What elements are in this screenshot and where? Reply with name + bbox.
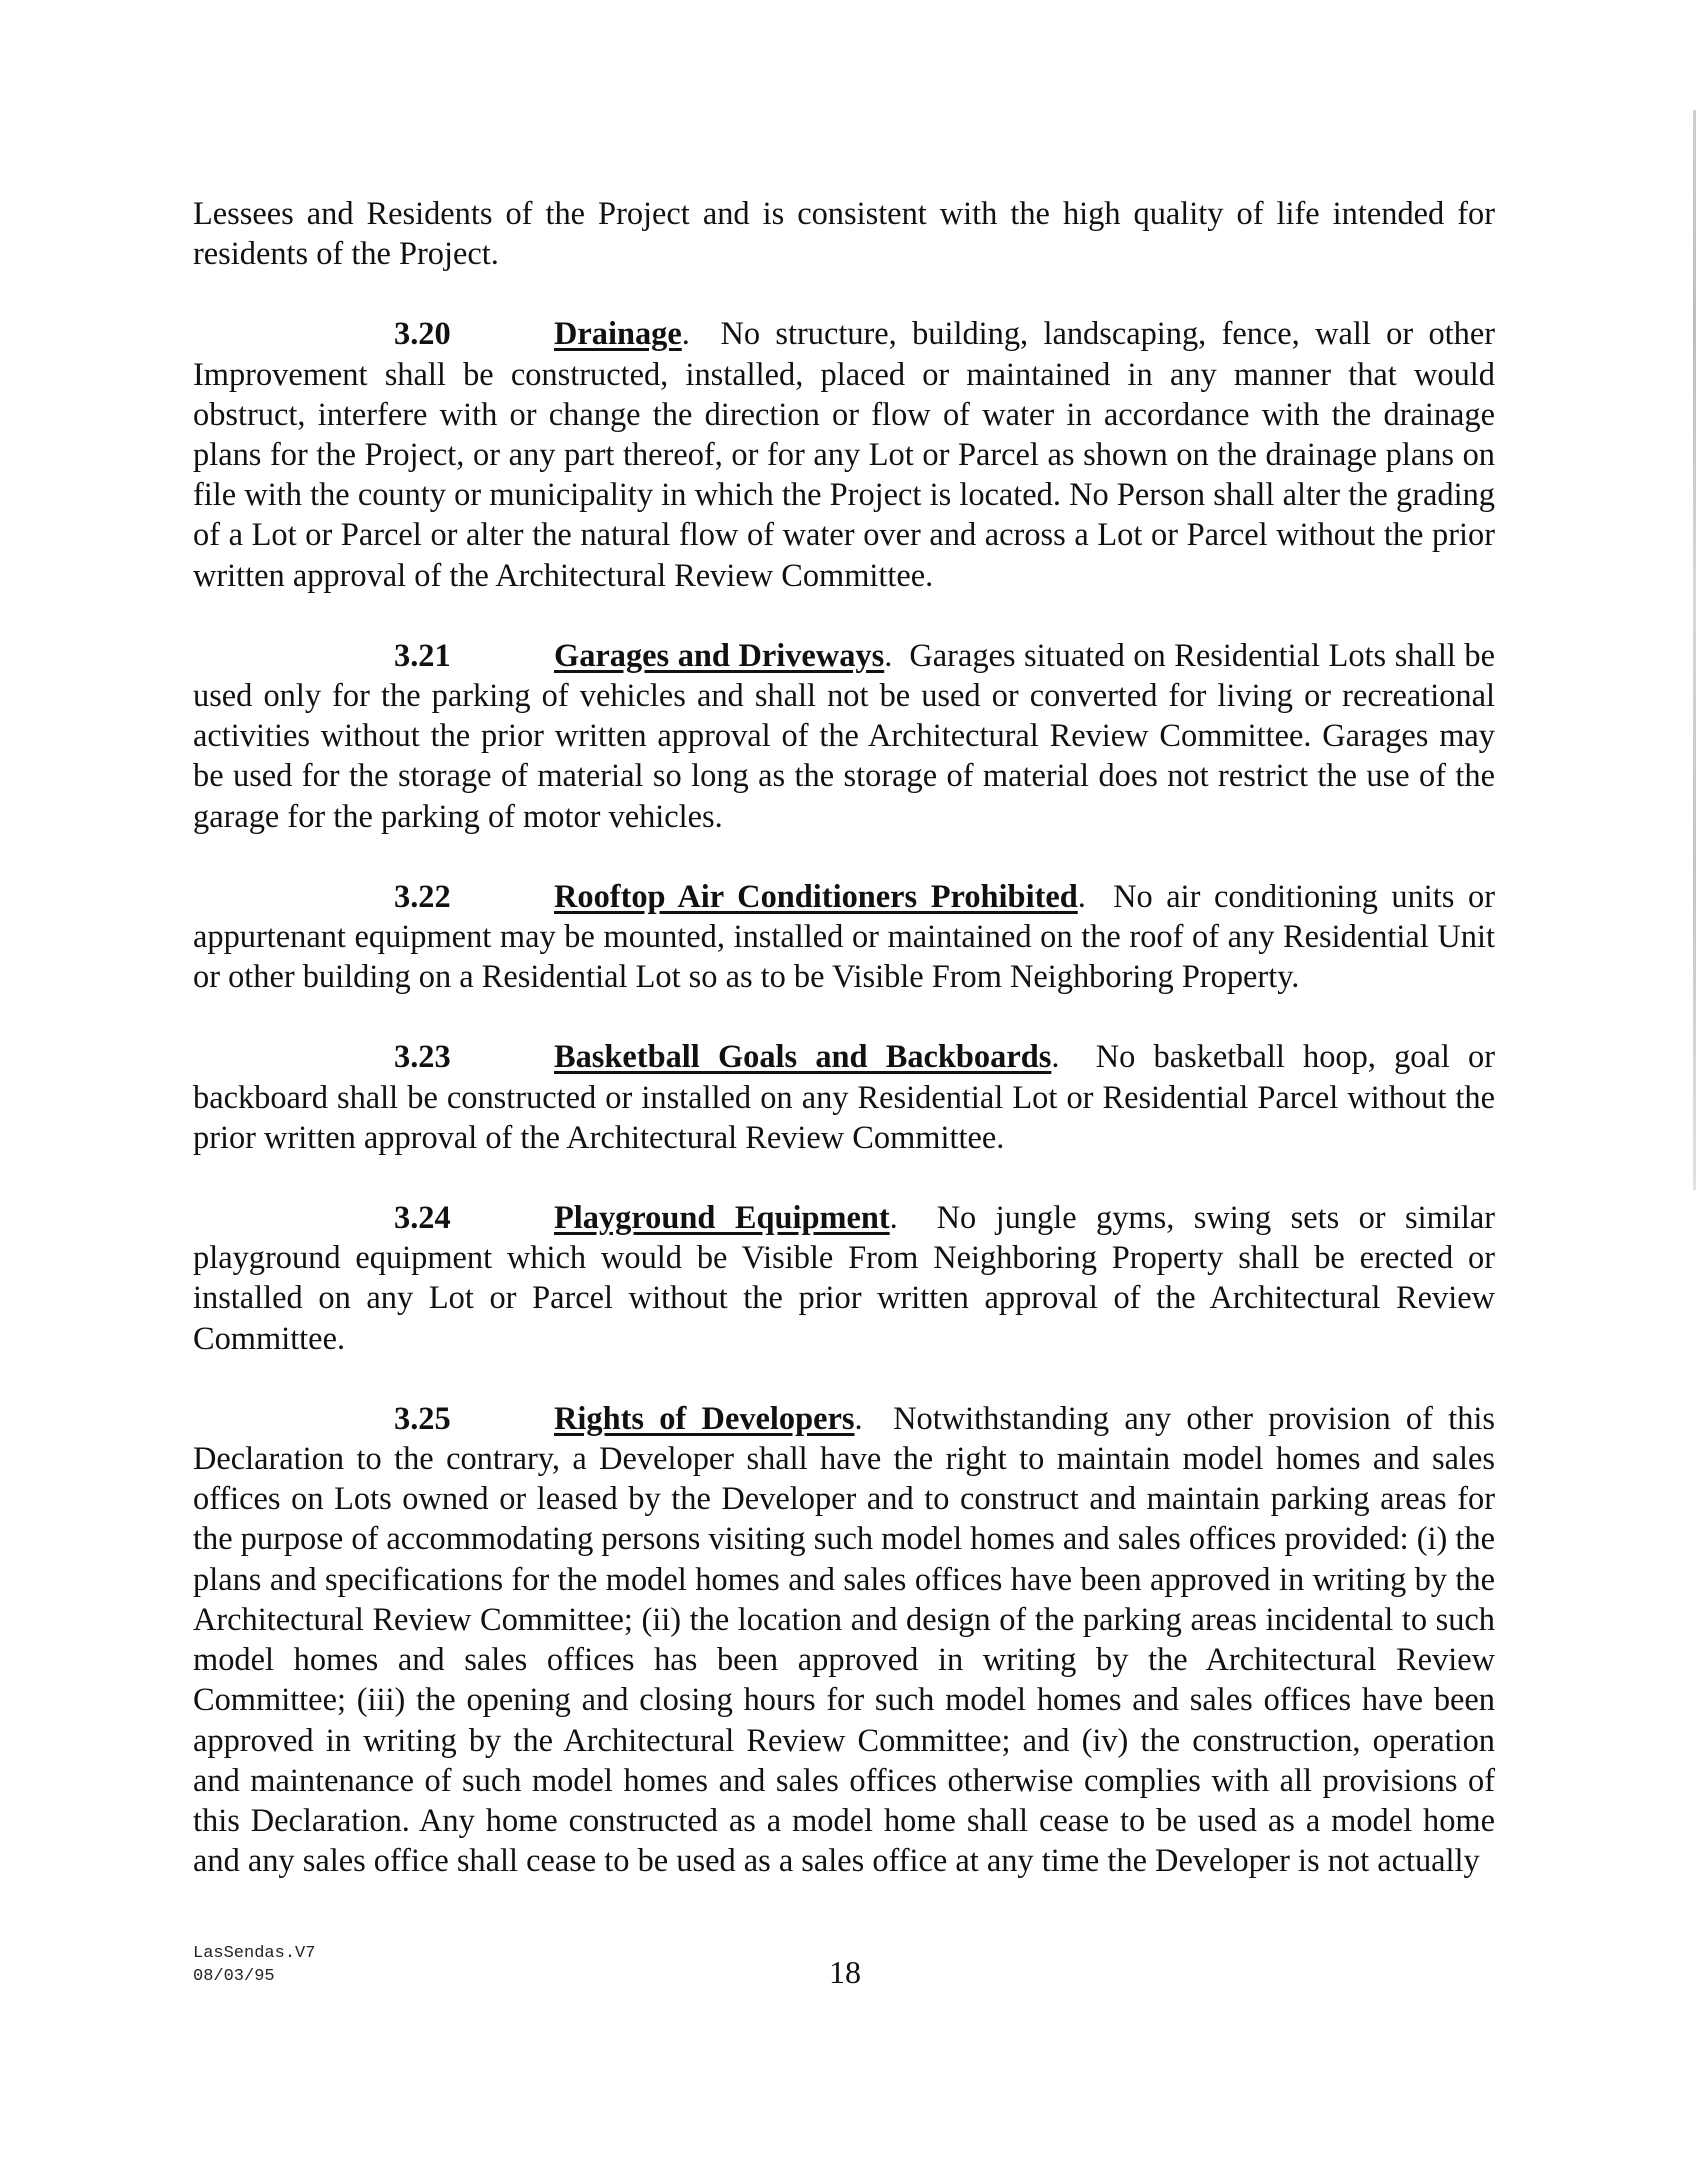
document-body (193, 194, 1495, 1881)
section-number: 3.20 (394, 316, 451, 353)
section-3-25: 3.25 Rights of Developers. Notwithstanding any other provision of this Declaration to the contrary, a Developer shall have the right to maintain model homes and sales offices on Lots owned or leased by the Developer and to construct and maintain parking areas for the purpose of accommodating persons visiting such model homes and sales offices provided: (i) the plans and specifications for the model homes and sales offices have been approved in writing by the Architectural Review Committee; (ii) the location and design of the parking areas incidental to such model homes and sales offices has been approved in writing by the Architectural Review Committee; (iii) the opening and closing hours for such model homes and sales offices have been approved in writing by the Architectural Review Committee; and (iv) the construction, operation and maintenance of such model homes and sales offices otherwise complies with all provisions of this Declaration. Any home constructed as a model home shall cease to be used as a model home and any sales office shall cease to be used as a sales office at any time the Developer is not actually (193, 1400, 1496, 1880)
section-number: 3.21 (394, 637, 451, 674)
footer-document-id (193, 1942, 315, 1988)
section-title: Basketball Goals and Backboards (554, 1039, 1052, 1076)
section-3-21: 3.21 Garages and Driveways. Garages situated on Residential Lots shall be used only for the parking of vehicles and shall not be used or converted for living or recreational activities without the prior written approval of the Architectural Review Committee. Garages may be used for the storage of material so long as the storage of material does not restrict the use of the garage for the parking of motor vehicles. (193, 637, 1495, 835)
intro-paragraph: Lessees and Residents of the Project and is consistent with the high quality of life intended for residents of the Project. (193, 196, 1495, 273)
section-text: No basketball hoop, goal or backboard shall be constructed or installed on any Residential Lot or Residential Parcel without the prior written approval of the Architectural Review Committee. (193, 1039, 1495, 1156)
section-number: 3.22 (394, 878, 451, 915)
section-number: 3.24 (394, 1200, 451, 1237)
section-text: Garages situated on Residential Lots shall be used only for the parking of vehicles and shall not be used or converted for living or recreational activities without the prior written approval of the Architectural Review Committee. Garages may be used for the storage of material so long as the storage of material does not restrict the use of the garage for the parking of motor vehicles. (193, 637, 1495, 835)
footer-doc-date: 08/03/95 (193, 1967, 275, 1986)
section-text: Notwithstanding any other provision of this Declaration to the contrary, a Developer shall have the right to maintain model homes and sales offices on Lots owned or leased by the Developer and to construct and maintain parking areas for the purpose of accommodating persons visiting such model homes and sales offices provided: (i) the plans and specifications for the model homes and sales offices have been approved in writing by the Architectural Review Committee; (ii) the location and design of the parking areas incidental to such model homes and sales offices has been approved in writing by the Architectural Review Committee; (iii) the opening and closing hours for such model homes and sales offices have been approved in writing by the Architectural Review Committee; and (iv) the construction, operation and maintenance of such model homes and sales offices otherwise complies with all provisions of this Declaration. Any home constructed as a model home shall cease to be used as a model home and any sales office shall cease to be used as a sales office at any time the Developer is not actually (193, 1400, 1496, 1880)
section-text: No jungle gyms, swing sets or similar playground equipment which would be Visible From Neighboring Property shall be erected or installed on any Lot or Parcel without the prior written approval of the Architectural Review Committee. (193, 1200, 1495, 1357)
section-text: No air conditioning units or appurtenant equipment may be mounted, installed or maintained on the roof of any Residential Unit or other building on a Residential Lot so as to be Visible From Neighboring Property. (193, 878, 1495, 996)
section-title: Drainage (554, 316, 682, 353)
section-3-20: 3.20 Drainage. No structure, building, landscaping, fence, wall or other Improvement shall be constructed, installed, placed or maintained in any manner that would obstruct, interfere with or change the direction or flow of water in accordance with the drainage plans for the Project, or any part thereof, or for any Lot or Parcel as shown on the drainage plans on file with the county or municipality in which the Project is located. No Person shall alter the grading of a Lot or Parcel or alter the natural flow of water over and across a Lot or Parcel without the prior written approval of the Architectural Review Committee. (193, 316, 1496, 594)
section-3-22: 3.22 Rooftop Air Conditioners Prohibited. No air conditioning units or appurtenant equipment may be mounted, installed or maintained on the roof of any Residential Unit or other building on a Residential Lot so as to be Visible From Neighboring Property. (193, 878, 1495, 996)
section-text: No structure, building, landscaping, fence, wall or other Improvement shall be constructed, installed, placed or maintained in any manner that would obstruct, interfere with or change the direction or flow of water in accordance with the drainage plans for the Project, or any part thereof, or for any Lot or Parcel as shown on the drainage plans on file with the county or municipality in which the Project is located. No Person shall alter the grading of a Lot or Parcel or alter the natural flow of water over and across a Lot or Parcel without the prior written approval of the Architectural Review Committee. (193, 316, 1496, 594)
section-title: Playground Equipment (554, 1200, 890, 1237)
section-3-24: 3.24 Playground Equipment. No jungle gyms, swing sets or similar playground equipment which would be Visible From Neighboring Property shall be erected or installed on any Lot or Parcel without the prior written approval of the Architectural Review Committee. (193, 1200, 1495, 1357)
section-number: 3.23 (394, 1039, 451, 1076)
page-number: 18 (829, 1954, 861, 1990)
section-number: 3.25 (394, 1400, 451, 1437)
footer-doc-name: LasSendas.V7 (193, 1944, 316, 1963)
section-3-23: 3.23 Basketball Goals and Backboards. No basketball hoop, goal or backboard shall be constructed or installed on any Residential Lot or Residential Parcel without the prior written approval of the Architectural Review Committee. (193, 1039, 1495, 1156)
section-title: Rooftop Air Conditioners Prohibited (554, 878, 1078, 915)
section-title: Rights of Developers (554, 1400, 855, 1437)
section-title: Garages and Driveways (554, 637, 885, 674)
